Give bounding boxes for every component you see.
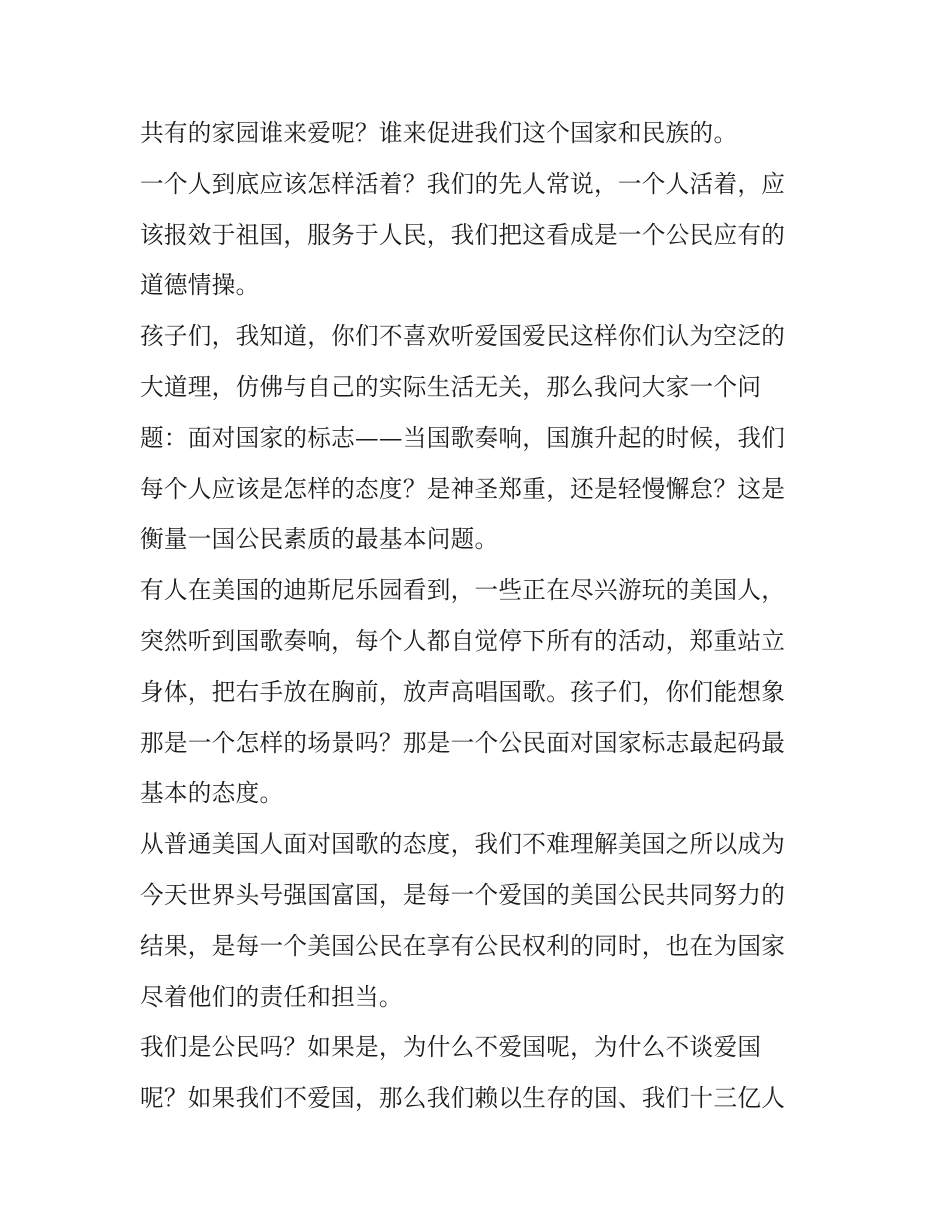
text-line: 基本的态度。 [140,779,284,808]
text-line: 突然听到国歌奏响，每个人都自觉停下所有的活动，郑重站立 [140,626,786,655]
text-line: 大道理，仿佛与自己的实际生活无关，那么我问大家一个问 [140,372,762,401]
text-line: 尽着他们的责任和担当。 [140,982,403,1011]
text-line: 我们是公民吗？如果是，为什么不爱国呢，为什么不谈爱国 [140,1033,762,1062]
text-line: 该报效于祖国，服务于人民，我们把这看成是一个公民应有的 [140,220,786,249]
text-line: 呢？如果我们不爱国，那么我们赖以生存的国、我们十三亿人 [140,1084,786,1113]
text-line: 身体，把右手放在胸前，放声高唱国歌。孩子们，你们能想象 [140,677,786,706]
text-line: 一个人到底应该怎样活着？我们的先人常说，一个人活着，应 [140,169,786,198]
text-line: 今天世界头号强国富国，是每一个爱国的美国公民共同努力的 [140,880,786,909]
text-line: 道德情操。 [140,271,260,300]
body-text [140,108,820,1124]
text-line: 每个人应该是怎样的态度？是神圣郑重，还是轻慢懈怠？这是 [140,474,786,503]
text-line: 衡量一国公民素质的最基本问题。 [140,525,499,554]
text-line: 结果，是每一个美国公民在享有公民权利的同时，也在为国家 [140,931,786,960]
text-line: 从普通美国人面对国歌的态度，我们不难理解美国之所以成为 [140,830,786,859]
text-line: 孩子们，我知道，你们不喜欢听爱国爱民这样你们认为空泛的 [140,322,786,351]
text-line: 题：面对国家的标志——当国歌奏响，国旗升起的时候，我们 [140,423,786,452]
text-line: 那是一个怎样的场景吗？那是一个公民面对国家标志最起码最 [140,728,786,757]
text-line: 共有的家园谁来爱呢？谁来促进我们这个国家和民族的。 [140,119,738,147]
text-line: 有人在美国的迪斯尼乐园看到，一些正在尽兴游玩的美国人， [140,576,786,605]
